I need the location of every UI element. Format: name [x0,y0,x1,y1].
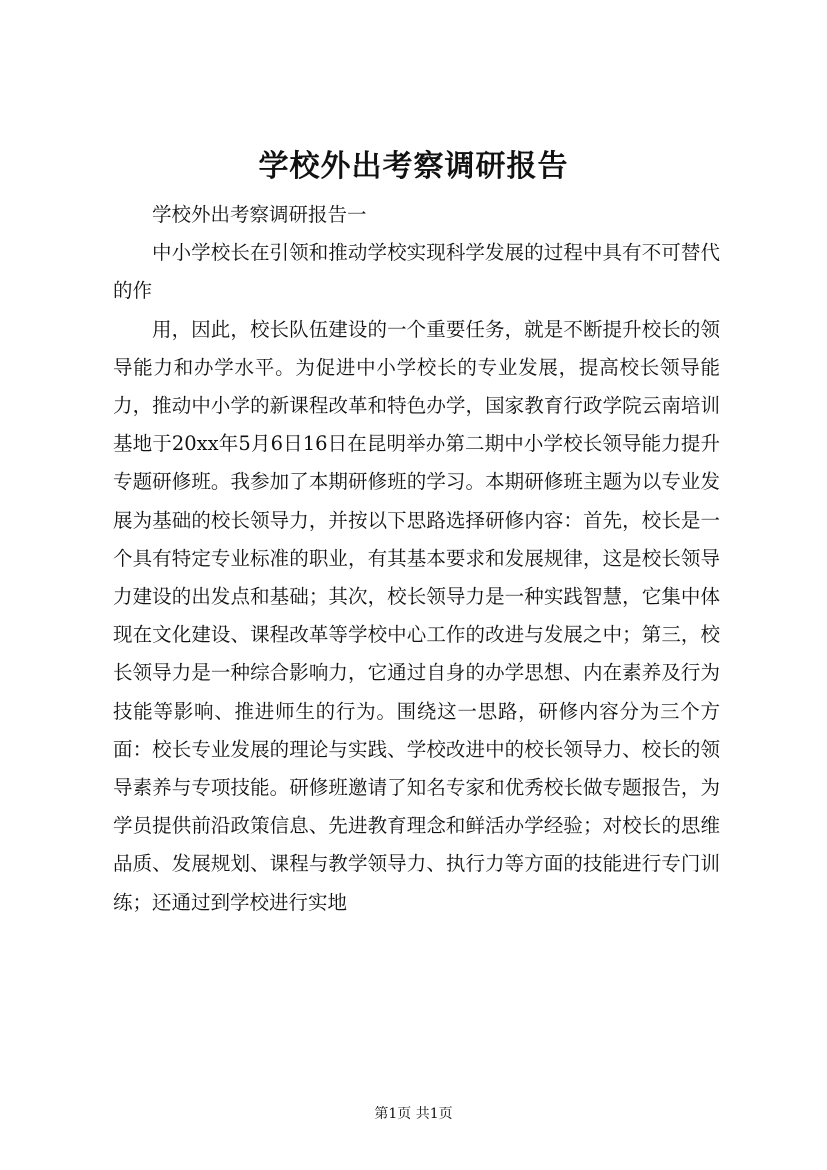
body-paragraph: 中小学校长在引领和推动学校实现科学发展的过程中具有不可替代的作 [113,241,720,303]
body-paragraph: 用，因此，校长队伍建设的一个重要任务，就是不断提升校长的领导能力和办学水平。为促进中小学校长的专业发展，提高校长领导能力，推动中小学的新课程改革和特色办学，国家教育行政学院云南培训基地于20xx年5月6日16日在昆明举办第二期中小学校长领导能力提升专题研修班。我参加了本期研修班的学习。本期研修班主题为以专业发展为基础的校长领导力，并按以下思路选择研修内容：首先，校长是一个具有特定专业标准的职业，有其基本要求和发展规律，这是校长领导力建设的出发点和基础；其次，校长领导力是一种实践智慧，它集中体现在文化建设、课程改革等学校中心工作的改进与发展之中；第三，校长领导力是一种综合影响力，它通过自身的办学思想、内在素养及行为技能等影响、推进师生的行为。围绕这一思路，研修内容分为三个方面：校长专业发展的理论与实践、学校改进中的校长领导力、校长的领导素养与专项技能。研修班邀请了知名专家和优秀校长做专题报告，为学员提供前沿政策信息、先进教育理念和鲜活办学经验；对校长的思维品质、发展规划、课程与教学领导力、执行力等方面的技能进行专门训练；还通过到学校进行实地 [113,317,720,914]
document-body [113,196,720,922]
subtitle-paragraph: 学校外出考察调研报告一 [152,203,367,226]
page-footer: 第1页 共1页 [374,1106,453,1122]
document-title: 学校外出考察调研报告 [258,149,569,184]
